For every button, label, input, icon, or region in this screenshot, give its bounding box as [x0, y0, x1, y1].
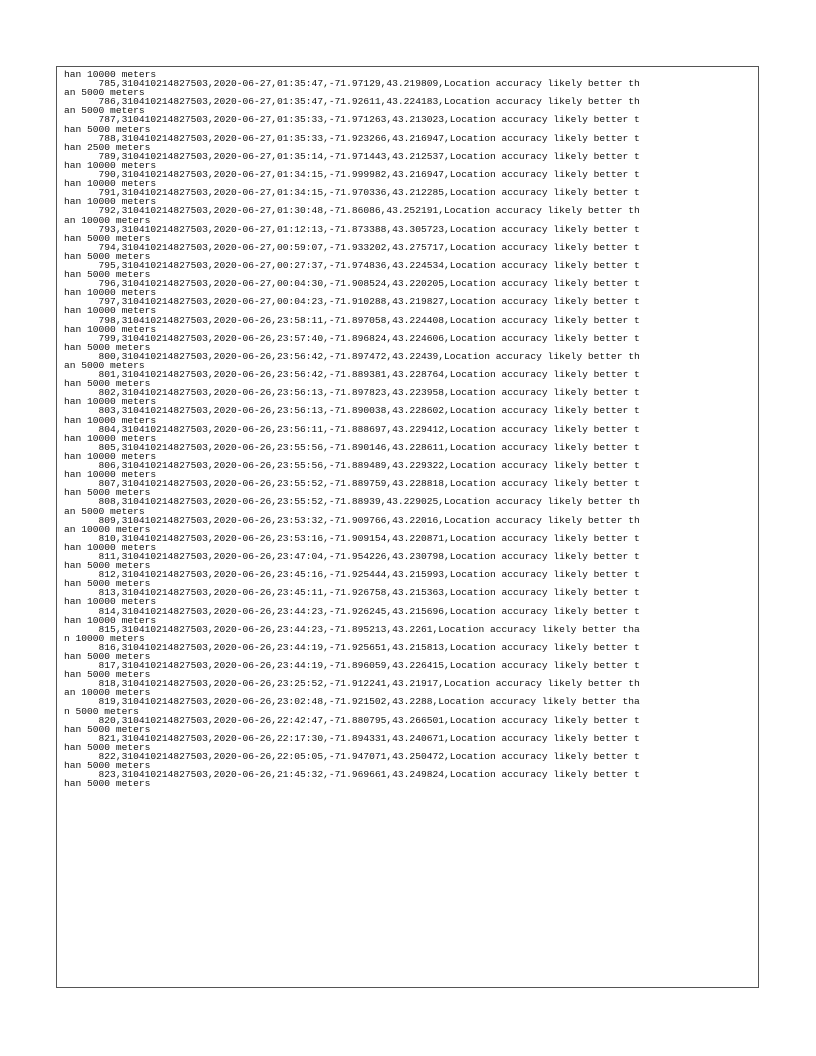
- text-line: han 10000 meters: [64, 614, 157, 626]
- text-line: 786,310410214827503,2020-06-27,01:35:47,-71.92611,43.224183,Location accuracy likely better th: [64, 96, 640, 108]
- text-line: 811,310410214827503,2020-06-26,23:47:04,-71.954226,43.230798,Location accuracy likely better t: [64, 550, 640, 562]
- text-line: 797,310410214827503,2020-06-27,00:04:23,-71.910288,43.219827,Location accuracy likely better t: [64, 296, 640, 308]
- text-line: an 5000 meters: [64, 505, 145, 517]
- text-line: an 10000 meters: [64, 214, 151, 226]
- text-line: han 10000 meters: [64, 396, 157, 408]
- text-line: 816,310410214827503,2020-06-26,23:44:19,-71.925651,43.215813,Location accuracy likely better t: [64, 641, 640, 653]
- text-line: an 5000 meters: [64, 105, 145, 117]
- text-line: han 5000 meters: [64, 487, 151, 499]
- text-line: 810,310410214827503,2020-06-26,23:53:16,-71.909154,43.220871,Location accuracy likely better t: [64, 532, 640, 544]
- text-line: han 10000 meters: [64, 178, 157, 190]
- text-line: han 10000 meters: [64, 469, 157, 481]
- text-line: 793,310410214827503,2020-06-27,01:12:13,-71.873388,43.305723,Location accuracy likely better t: [64, 223, 640, 235]
- text-line: han 10000 meters: [64, 159, 157, 171]
- text-line: n 5000 meters: [64, 705, 139, 717]
- text-line: 791,310410214827503,2020-06-27,01:34:15,-71.970336,43.212285,Location accuracy likely better t: [64, 187, 640, 199]
- csv-text-block: [64, 70, 640, 788]
- text-line: 788,310410214827503,2020-06-27,01:35:33,-71.923266,43.216947,Location accuracy likely better t: [64, 132, 640, 144]
- text-line: 807,310410214827503,2020-06-26,23:55:52,-71.889759,43.228818,Location accuracy likely better t: [64, 478, 640, 490]
- text-line: n 10000 meters: [64, 632, 145, 644]
- text-line: han 5000 meters: [64, 378, 151, 390]
- text-line: 818,310410214827503,2020-06-26,23:25:52,-71.912241,43.21917,Location accuracy likely better th: [64, 678, 640, 690]
- document-page: [56, 66, 759, 988]
- text-line: 792,310410214827503,2020-06-27,01:30:48,-71.86086,43.252191,Location accuracy likely better th: [64, 205, 640, 217]
- text-line: han 10000 meters: [64, 450, 157, 462]
- text-line: 822,310410214827503,2020-06-26,22:05:05,-71.947071,43.250472,Location accuracy likely better t: [64, 751, 640, 763]
- text-line: 795,310410214827503,2020-06-27,00:27:37,-71.974836,43.224534,Location accuracy likely better t: [64, 259, 640, 271]
- text-line: 796,310410214827503,2020-06-27,00:04:30,-71.908524,43.220205,Location accuracy likely better t: [64, 278, 640, 290]
- text-line: 802,310410214827503,2020-06-26,23:56:13,-71.897823,43.223958,Location accuracy likely better t: [64, 387, 640, 399]
- text-line: 787,310410214827503,2020-06-27,01:35:33,-71.971263,43.213023,Location accuracy likely better t: [64, 114, 640, 126]
- text-line: han 5000 meters: [64, 778, 151, 790]
- text-line: 817,310410214827503,2020-06-26,23:44:19,-71.896059,43.226415,Location accuracy likely better t: [64, 660, 640, 672]
- text-line: han 10000 meters: [64, 414, 157, 426]
- text-line: han 10000 meters: [64, 541, 157, 553]
- text-line: 808,310410214827503,2020-06-26,23:55:52,-71.88939,43.229025,Location accuracy likely better th: [64, 496, 640, 508]
- text-line: 819,310410214827503,2020-06-26,23:02:48,-71.921502,43.2288,Location accuracy likely better tha: [64, 696, 640, 708]
- text-line: han 10000 meters: [64, 287, 157, 299]
- text-line: han 5000 meters: [64, 669, 151, 681]
- text-line: 794,310410214827503,2020-06-27,00:59:07,-71.933202,43.275717,Location accuracy likely better t: [64, 241, 640, 253]
- text-line: han 10000 meters: [64, 69, 157, 80]
- text-line: 820,310410214827503,2020-06-26,22:42:47,-71.880795,43.266501,Location accuracy likely better t: [64, 714, 640, 726]
- text-line: 815,310410214827503,2020-06-26,23:44:23,-71.895213,43.2261,Location accuracy likely better tha: [64, 623, 640, 635]
- text-line: an 10000 meters: [64, 687, 151, 699]
- text-line: 799,310410214827503,2020-06-26,23:57:40,-71.896824,43.224606,Location accuracy likely better t: [64, 332, 640, 344]
- text-line: 813,310410214827503,2020-06-26,23:45:11,-71.926758,43.215363,Location accuracy likely better t: [64, 587, 640, 599]
- text-line: han 5000 meters: [64, 723, 151, 735]
- text-line: 803,310410214827503,2020-06-26,23:56:13,-71.890038,43.228602,Location accuracy likely better t: [64, 405, 640, 417]
- text-line: 812,310410214827503,2020-06-26,23:45:16,-71.925444,43.215993,Location accuracy likely better t: [64, 569, 640, 581]
- text-line: 823,310410214827503,2020-06-26,21:45:32,-71.969661,43.249824,Location accuracy likely better t: [64, 769, 640, 781]
- text-line: 800,310410214827503,2020-06-26,23:56:42,-71.897472,43.22439,Location accuracy likely better th: [64, 350, 640, 362]
- text-line: han 5000 meters: [64, 232, 151, 244]
- text-line: han 5000 meters: [64, 123, 151, 135]
- text-line: 785,310410214827503,2020-06-27,01:35:47,-71.97129,43.219809,Location accuracy likely better th: [64, 78, 640, 90]
- text-line: 790,310410214827503,2020-06-27,01:34:15,-71.999982,43.216947,Location accuracy likely better t: [64, 169, 640, 181]
- text-line: 804,310410214827503,2020-06-26,23:56:11,-71.888697,43.229412,Location accuracy likely better t: [64, 423, 640, 435]
- text-line: an 5000 meters: [64, 360, 145, 371]
- text-line: han 5000 meters: [64, 578, 151, 590]
- text-line: han 2500 meters: [64, 141, 151, 153]
- text-line: han 5000 meters: [64, 741, 151, 753]
- text-line: han 5000 meters: [64, 269, 151, 281]
- text-line: 806,310410214827503,2020-06-26,23:55:56,-71.889489,43.229322,Location accuracy likely better t: [64, 460, 640, 472]
- text-line: han 10000 meters: [64, 305, 157, 317]
- text-line: 814,310410214827503,2020-06-26,23:44:23,-71.926245,43.215696,Location accuracy likely better t: [64, 605, 640, 617]
- text-line: 801,310410214827503,2020-06-26,23:56:42,-71.889381,43.228764,Location accuracy likely better t: [64, 369, 640, 381]
- text-line: han 10000 meters: [64, 596, 157, 608]
- text-line: han 10000 meters: [64, 196, 157, 208]
- text-line: han 5000 meters: [64, 760, 151, 772]
- text-line: 809,310410214827503,2020-06-26,23:53:32,-71.909766,43.22016,Location accuracy likely better th: [64, 514, 640, 526]
- text-line: han 5000 meters: [64, 651, 151, 662]
- text-line: han 5000 meters: [64, 250, 151, 262]
- text-line: 821,310410214827503,2020-06-26,22:17:30,-71.894331,43.240671,Location accuracy likely better t: [64, 732, 640, 744]
- text-line: 798,310410214827503,2020-06-26,23:58:11,-71.897058,43.224408,Location accuracy likely better t: [64, 314, 640, 326]
- text-line: an 10000 meters: [64, 523, 151, 535]
- text-line: 789,310410214827503,2020-06-27,01:35:14,-71.971443,43.212537,Location accuracy likely better t: [64, 150, 640, 162]
- text-line: han 10000 meters: [64, 432, 157, 444]
- text-line: an 5000 meters: [64, 87, 145, 99]
- text-line: han 5000 meters: [64, 341, 151, 353]
- text-line: 805,310410214827503,2020-06-26,23:55:56,-71.890146,43.228611,Location accuracy likely better t: [64, 441, 640, 453]
- text-line: han 10000 meters: [64, 323, 157, 335]
- text-line: han 5000 meters: [64, 560, 151, 572]
